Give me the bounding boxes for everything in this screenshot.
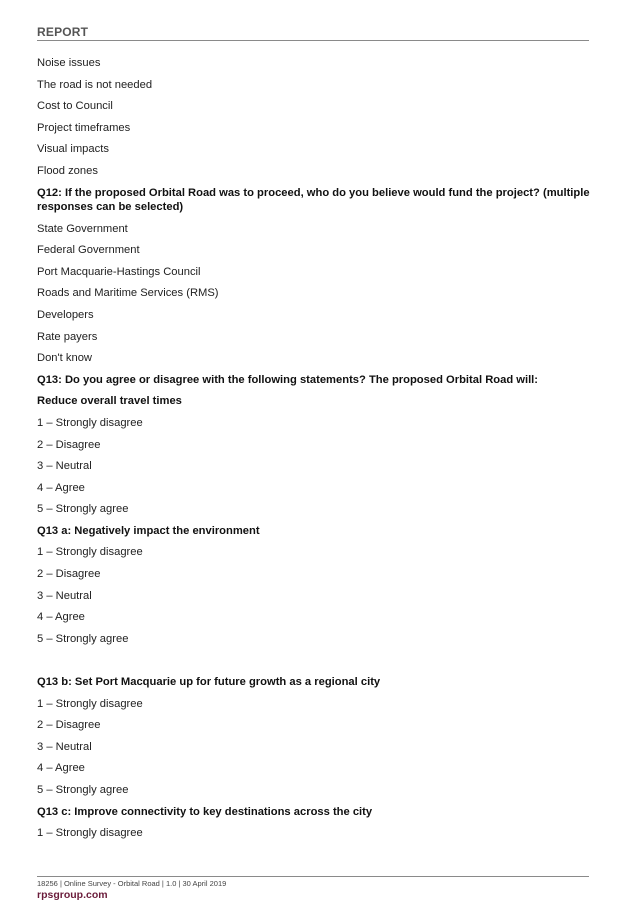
q13a-option: 1 – Strongly disagree (37, 546, 143, 559)
q13b-option: 4 – Agree (37, 762, 85, 775)
q12-option: Don't know (37, 352, 92, 365)
q13b-option: 2 – Disagree (37, 719, 101, 732)
q13-option: 1 – Strongly disagree (37, 416, 143, 429)
q12-option: Developers (37, 308, 94, 321)
spacer (37, 653, 592, 675)
q13-option: 3 – Neutral (37, 460, 92, 473)
q13-statement: Reduce overall travel times (37, 395, 182, 408)
intro-item: Visual impacts (37, 143, 109, 156)
q12-option: Roads and Maritime Services (RMS) (37, 287, 219, 300)
report-header-title: REPORT (37, 25, 89, 39)
q13-option: 4 – Agree (37, 481, 85, 494)
q12-option: Federal Government (37, 244, 140, 257)
footer-meta: 18256 | Online Survey - Orbital Road | 1.0 | 30 April 2019 (37, 879, 227, 888)
q13a-option: 4 – Agree (37, 611, 85, 624)
q13b-question: Q13 b: Set Port Macquarie up for future growth as a regional city (37, 676, 381, 689)
q13a-option: 3 – Neutral (37, 589, 92, 602)
q13c-question: Q13 c: Improve connectivity to key destinations across the city (37, 805, 373, 818)
q12-option: State Government (37, 222, 128, 235)
header-divider (37, 40, 589, 41)
q12-option: Port Macquarie-Hastings Council (37, 265, 201, 278)
footer-brand-link[interactable]: rpsgroup.com (37, 889, 108, 901)
report-body (37, 56, 592, 848)
intro-item: Noise issues (37, 57, 101, 69)
q13b-option: 5 – Strongly agree (37, 784, 129, 796)
intro-item: The road is not needed (37, 78, 153, 91)
q13-option: 2 – Disagree (37, 438, 101, 451)
footer-divider (37, 876, 589, 877)
q13a-option: 2 – Disagree (37, 568, 101, 581)
q13b-option: 1 – Strongly disagree (37, 697, 143, 710)
q13b-option: 3 – Neutral (37, 740, 92, 753)
q13a-question: Q13 a: Negatively impact the environment (37, 524, 260, 537)
q12-option: Rate payers (37, 330, 98, 343)
intro-item: Cost to Council (37, 100, 113, 113)
q13c-option: 1 – Strongly disagree (37, 827, 143, 840)
intro-item: Project timeframes (37, 121, 131, 134)
q13-option: 5 – Strongly agree (37, 503, 129, 516)
q13a-option: 5 – Strongly agree (37, 632, 129, 645)
q12-question: Q12: If the proposed Orbital Road was to proceed, who do you believe would fund the project? (multiple responses can be selected) (37, 186, 590, 213)
q13-question: Q13: Do you agree or disagree with the following statements? The proposed Orbital Road will: (37, 373, 539, 386)
intro-item: Flood zones (37, 164, 98, 177)
